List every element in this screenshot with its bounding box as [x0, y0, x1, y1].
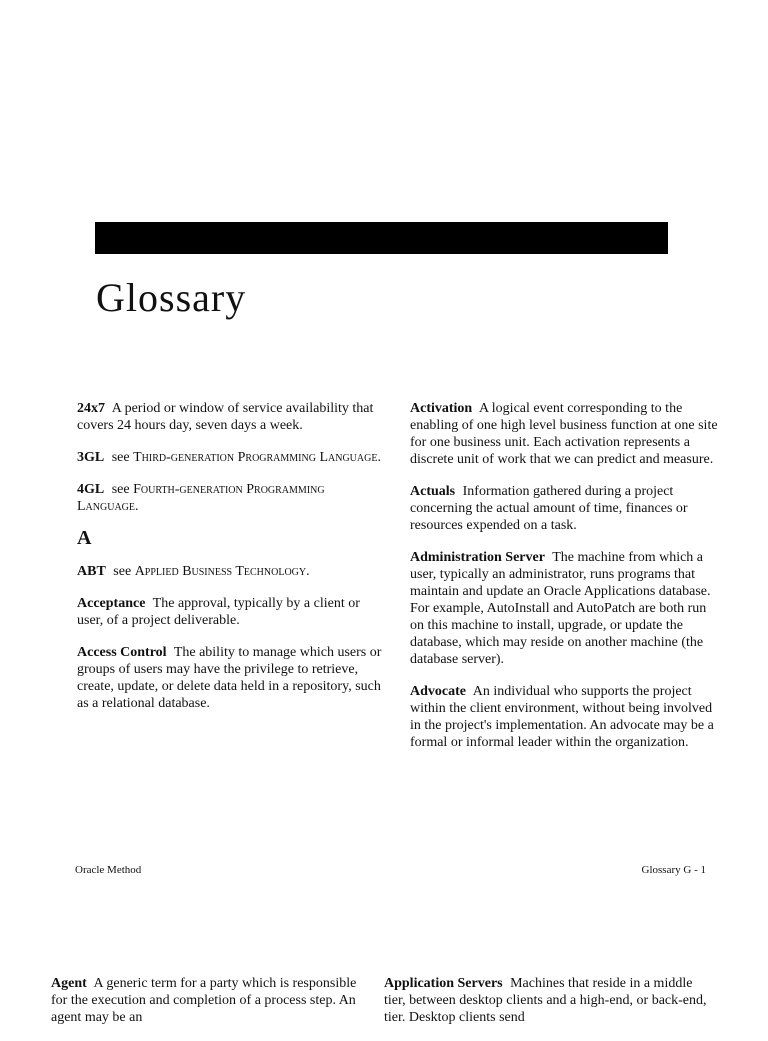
glossary-entry: [410, 683, 720, 751]
entry-reference: Applied Business Technology.: [134, 564, 310, 579]
glossary-entry: [77, 563, 387, 580]
glossary-entry: [77, 595, 387, 629]
glossary-entry: [410, 483, 720, 534]
see-word: see: [111, 450, 130, 465]
see-word: see: [111, 482, 130, 497]
glossary-entry: [77, 449, 387, 466]
entry-definition: Machines that reside in a middle tier, between desktop clients and a high-end, or back-end, tier. Desktop clients send: [384, 976, 707, 1025]
entry-term: ABT: [77, 564, 106, 579]
glossary-entry: [384, 975, 714, 1026]
footer-left: Oracle Method: [75, 864, 142, 876]
header-bar: [95, 222, 668, 254]
entry-term: Access Control: [77, 645, 167, 660]
next-page-right-column: [384, 975, 714, 1041]
entry-term: 24x7: [77, 401, 105, 416]
entry-reference: Third-generation Programming Language.: [133, 450, 381, 465]
entry-definition: Information gathered during a project concerning the actual amount of time, finances or resources expended on a task.: [410, 484, 688, 533]
page-title: Glossary: [96, 275, 247, 320]
glossary-entry: [77, 400, 387, 434]
see-word: see: [113, 564, 132, 579]
next-page-left-column: [51, 975, 366, 1041]
glossary-entry: [51, 975, 366, 1026]
entry-term: Application Servers: [384, 976, 503, 991]
right-column: [410, 400, 720, 766]
entry-definition: An individual who supports the project within the client environment, without being involved in the project's implementation. An advocate may be a formal or informal leader within the organization.: [410, 684, 714, 750]
entry-definition: The machine from which a user, typically an administrator, runs programs that maintain and update an Oracle Applications database. For example, AutoInstall and AutoPatch are both run on this machine to install, upgrade, or update the database, which may reside on another machine (the database server).: [410, 550, 711, 667]
entry-term: Activation: [410, 401, 473, 416]
section-letter: A: [77, 527, 92, 549]
entry-definition: The ability to manage which users or groups of users may have the privilege to retrieve, create, update, or delete data held in a repository, such as a relational database.: [77, 645, 382, 711]
entry-term: Agent: [51, 976, 87, 991]
glossary-entry: [410, 549, 720, 668]
entry-definition: A period or window of service availability that covers 24 hours day, seven days a week.: [77, 401, 374, 433]
footer-page-number: Glossary G - 1: [641, 864, 706, 876]
entry-term: Actuals: [410, 484, 456, 499]
entry-definition: A generic term for a party which is responsible for the execution and completion of a process step. An agent may be an: [51, 976, 357, 1025]
entry-term: 4GL: [77, 482, 105, 497]
entry-definition: The approval, typically by a client or user, of a project deliverable.: [77, 596, 360, 628]
entry-term: Advocate: [410, 684, 466, 699]
entry-term: Administration Server: [410, 550, 545, 565]
entry-term: 3GL: [77, 450, 105, 465]
entry-definition: A logical event corresponding to the enabling of one high level business function at one site for one business unit. Each activation represents a discrete unit of work that we can predict and measure.: [410, 401, 718, 467]
entry-term: Acceptance: [77, 596, 146, 611]
entry-reference: Fourth-generation Programming Language.: [77, 482, 325, 514]
glossary-entry: [77, 481, 387, 515]
glossary-entry: [77, 644, 387, 712]
glossary-entry: [410, 400, 720, 468]
left-column: [77, 400, 387, 727]
